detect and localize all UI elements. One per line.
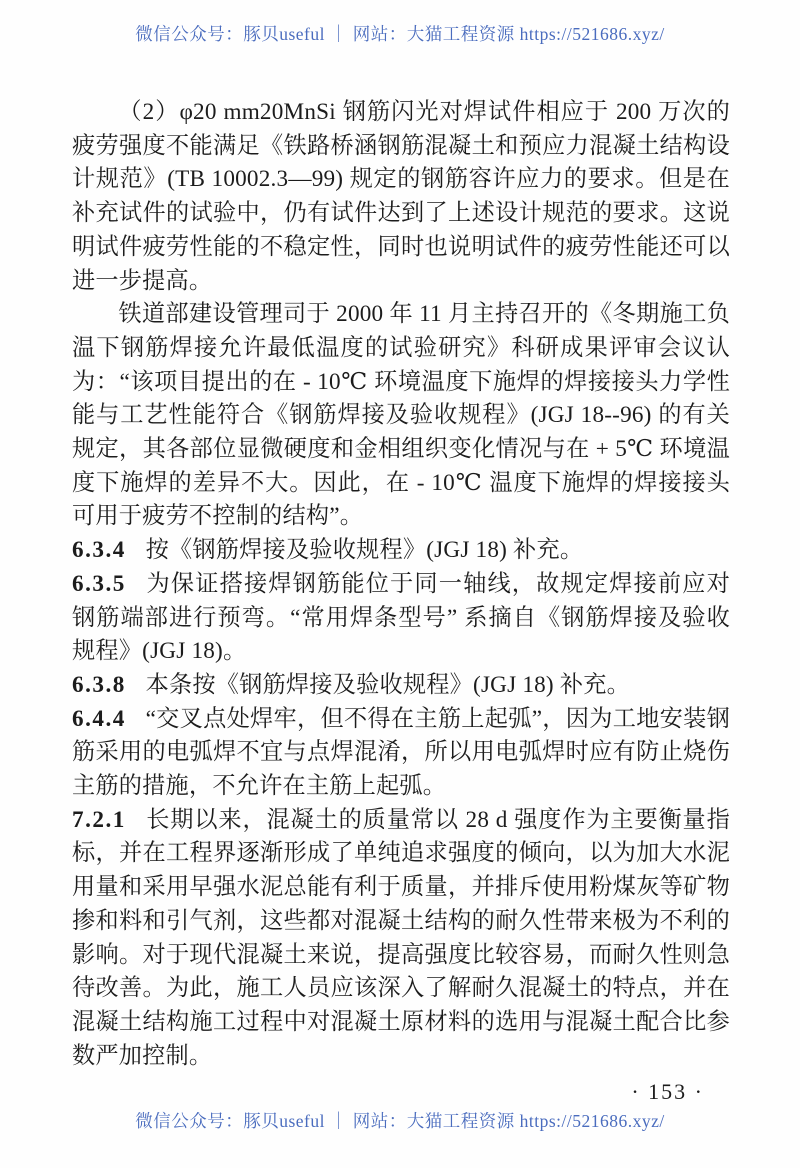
section-number: 7.2.1 bbox=[72, 806, 126, 833]
body-paragraph bbox=[72, 568, 730, 669]
paragraph-text: 本条按《钢筋焊接及验收规程》(JGJ 18) 补充。 bbox=[145, 671, 630, 698]
section-number: 6.3.5 bbox=[72, 570, 126, 597]
body-paragraph bbox=[72, 703, 730, 804]
watermark-header: 微信公众号：豚贝useful ｜ 网站：大猫工程资源 https://521686.xyz/ bbox=[135, 24, 665, 44]
paragraph-text: “交叉点处焊牢，但不得在主筋上起弧”，因为工地安装钢筋采用的电弧焊不宜与点焊混淆，所以用电弧焊时应有防止烧伤主筋的措施，不允许在主筋上起弧。 bbox=[72, 705, 730, 800]
body-paragraph bbox=[72, 298, 730, 534]
body-paragraph bbox=[72, 534, 730, 568]
paragraph-text: 为保证搭接焊钢筋能位于同一轴线，故规定焊接前应对钢筋端部进行预弯。“常用焊条型号” 系摘自《钢筋焊接及验收规程》(JGJ 18)。 bbox=[72, 570, 730, 665]
body-paragraph bbox=[72, 96, 730, 298]
body-paragraph bbox=[72, 669, 730, 703]
paragraph-text: （2）φ20 mm20MnSi 钢筋闪光对焊试件相应于 200 万次的疲劳强度不能满足《铁路桥涵钢筋混凝土和预应力混凝土结构设计规范》(TB 10002.3—99) 规定的钢筋容许应力的要求。但是在补充试件的试验中，仍有试件达到了上述设计规范的要求。这说明试件疲劳性能的不稳定性，同时也说明试件的疲劳性能还可以进一步提高。 bbox=[72, 99, 730, 294]
section-number: 6.3.4 bbox=[72, 537, 126, 564]
page-number: · 153 · bbox=[631, 1079, 704, 1105]
document-body bbox=[72, 96, 730, 1105]
section-number: 6.3.8 bbox=[72, 671, 126, 698]
paragraph-text: 铁道部建设管理司于 2000 年 11 月主持召开的《冬期施工负温下钢筋焊接允许最低温度的试验研究》科研成果评审会议认为：“该项目提出的在 - 10℃ 环境温度下施焊的焊接接头力学性能与工艺性能符合《钢筋焊接及验收规程》(JGJ 18--96) 的有关规定，其各部位显微硬度和金相组织变化情况与在 + 5℃ 环境温度下施焊的差异不大。因此，在 - 10℃ 温度下施焊的焊接接头可用于疲劳不控制的结构”。 bbox=[72, 301, 730, 530]
section-number: 6.4.4 bbox=[72, 705, 126, 732]
paragraph-text: 按《钢筋焊接及验收规程》(JGJ 18) 补充。 bbox=[145, 537, 584, 564]
body-paragraph bbox=[72, 804, 730, 1074]
paragraph-text: 长期以来，混凝土的质量常以 28 d 强度作为主要衡量指标，并在工程界逐渐形成了单纯追求强度的倾向，以为加大水泥用量和采用早强水泥总能有利于质量，并排斥使用粉煤灰等矿物掺和料和引气剂，这些都对混凝土结构的耐久性带来极为不利的影响。对于现代混凝土来说，提高强度比较容易，而耐久性则急待改善。为此，施工人员应该深入了解耐久混凝土的特点，并在混凝土结构施工过程中对混凝土原材料的选用与混凝土配合比参数严加控制。 bbox=[72, 806, 730, 1069]
watermark-footer: 微信公众号：豚贝useful ｜ 网站：大猫工程资源 https://521686.xyz/ bbox=[135, 1111, 665, 1131]
